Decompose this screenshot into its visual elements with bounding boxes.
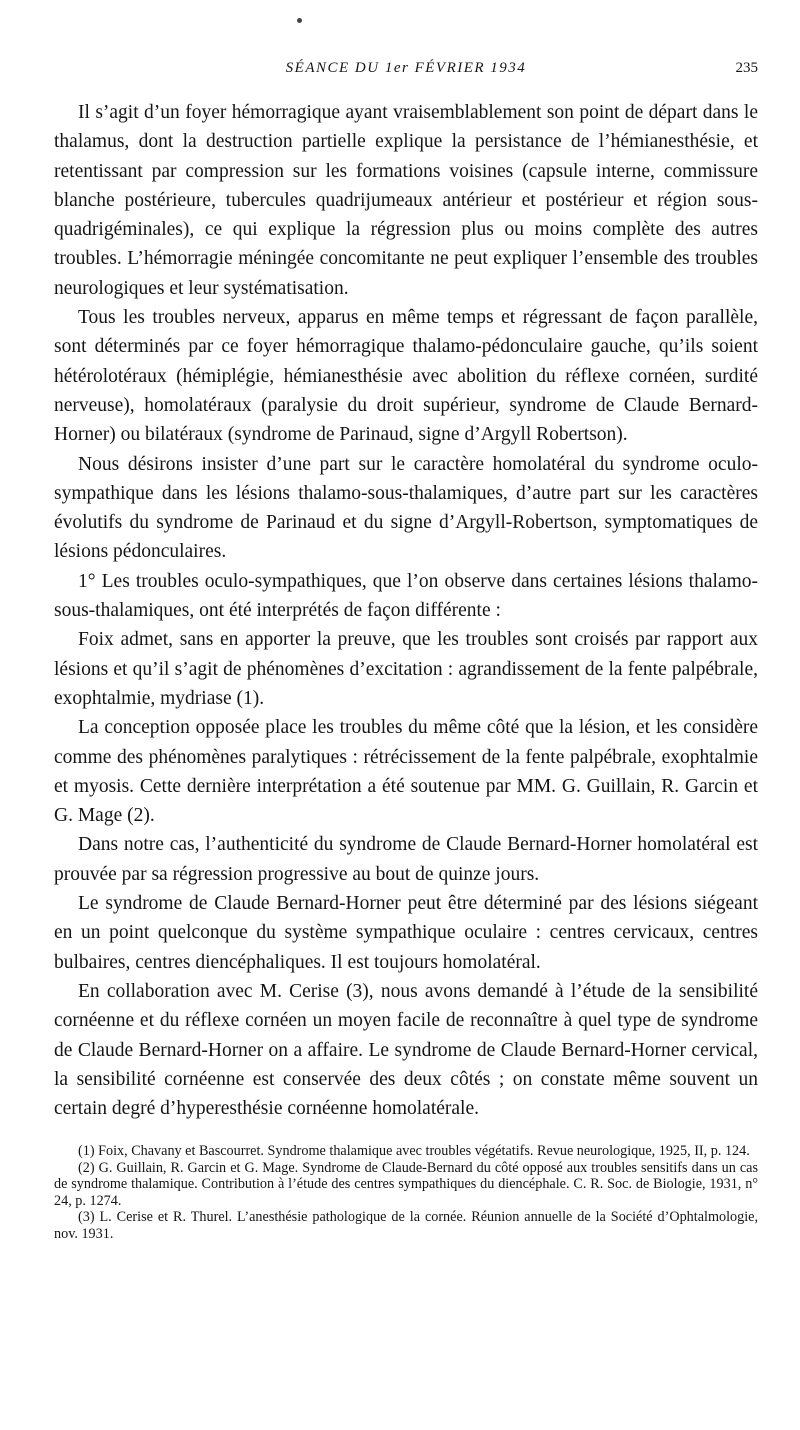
footnote: (2) G. Guillain, R. Garcin et G. Mage. Syndrome de Claude-Bernard du côté opposé aux troubles sensitifs dans un cas de syndrome thalamique. Contribution à l’étude des centres sympathiques du diencéphale. C. R. Soc. de Biologie, 1931, n° 24, p. 1274. (54, 1159, 758, 1209)
paragraph: La conception opposée place les troubles du même côté que la lésion, et les considère comme des phénomènes paralytiques : rétrécissement de la fente palpébrale, exophtalmie et myosis. Cette dernière interprétation a été soutenue par MM. G. Guillain, R. Garcin et G. Mage (2). (54, 717, 758, 827)
footnotes (54, 1143, 758, 1242)
paragraph: Nous désirons insister d’une part sur le caractère homolatéral du syndrome oculo-sympathique dans les lésions thalamo-sous-thalamiques, d’autre part sur les caractères évolutifs du syndrome de Parinaud et du signe d’Argyll-Robertson, symptomatiques de lésions pédonculaires. (54, 453, 758, 563)
journal-page (54, 60, 758, 1242)
paragraph: Le syndrome de Claude Bernard-Horner peut être déterminé par des lésions siégeant en un point quelconque du système sympathique oculaire : centres cervicaux, centres bulbaires, centres diencéphaliques. Il est toujours homolatéral. (54, 893, 758, 973)
paragraph: 1° Les troubles oculo-sympathiques, que l’on observe dans certaines lésions thalamo-sous-thalamiques, ont été interprétés de façon différente : (54, 570, 758, 622)
paragraph: Tous les troubles nerveux, apparus en même temps et régressant de façon parallèle, sont déterminés par ce foyer hémorragique thalamo-pédonculaire gauche, qu’ils soient hétérolotéraux (hémiplégie, hémianesthésie avec abolition du réflexe cornéen, surdité nerveuse), homolatéraux (paralysie du droit supérieur, syndrome de Claude Bernard-Horner) ou bilatéraux (syndrome de Parinaud, signe d’Argyll Robertson). (54, 307, 758, 446)
print-speck (297, 18, 302, 23)
page-number: 235 (735, 60, 758, 76)
paragraph: Foix admet, sans en apporter la preuve, que les troubles sont croisés par rapport aux lésions et qu’il s’agit de phénomènes d’excitation : agrandissement de la fente palpébrale, exophtalmie, mydriase (1). (54, 629, 758, 709)
footnote: (3) L. Cerise et R. Thurel. L’anesthésie pathologique de la cornée. Réunion annuelle de la Société d’Ophtalmologie, nov. 1931. (54, 1209, 758, 1242)
running-title: SÉANCE DU 1er FÉVRIER 1934 (285, 60, 527, 76)
paragraph: Dans notre cas, l’authenticité du syndrome de Claude Bernard-Horner homolatéral est prouvée par sa régression progressive au bout de quinze jours. (54, 834, 758, 885)
body-text (54, 98, 758, 1123)
paragraph: Il s’agit d’un foyer hémorragique ayant vraisemblablement son point de départ dans le thalamus, dont la destruction partielle explique la persistance de l’hémianesthésie, et retentissant par compression sur les formations voisines (capsule interne, commissure blanche postérieure, tubercules quadrijumeaux antérieur et postérieur et région sous-quadrigéminales), ce qui explique la régression plus ou moins complète des autres troubles. L’hémorragie méningée concomitante ne peut expliquer l’ensemble des troubles neurologiques et leur systématisation. (54, 102, 758, 299)
running-head (54, 60, 758, 90)
footnote: (1) Foix, Chavany et Bascourret. Syndrome thalamique avec troubles végétatifs. Revue neurologique, 1925, II, p. 124. (78, 1143, 750, 1160)
paragraph: En collaboration avec M. Cerise (3), nous avons demandé à l’étude de la sensibilité cornéenne et du réflexe cornéen un moyen facile de reconnaître à quel type de syndrome de Claude Bernard-Horner on a affaire. Le syndrome de Claude Bernard-Horner cervical, la sensibilité cornéenne est conservée des deux côtés ; on constate même souvent un certain degré d’hyperesthésie cornéenne homolatérale. (54, 980, 758, 1120)
